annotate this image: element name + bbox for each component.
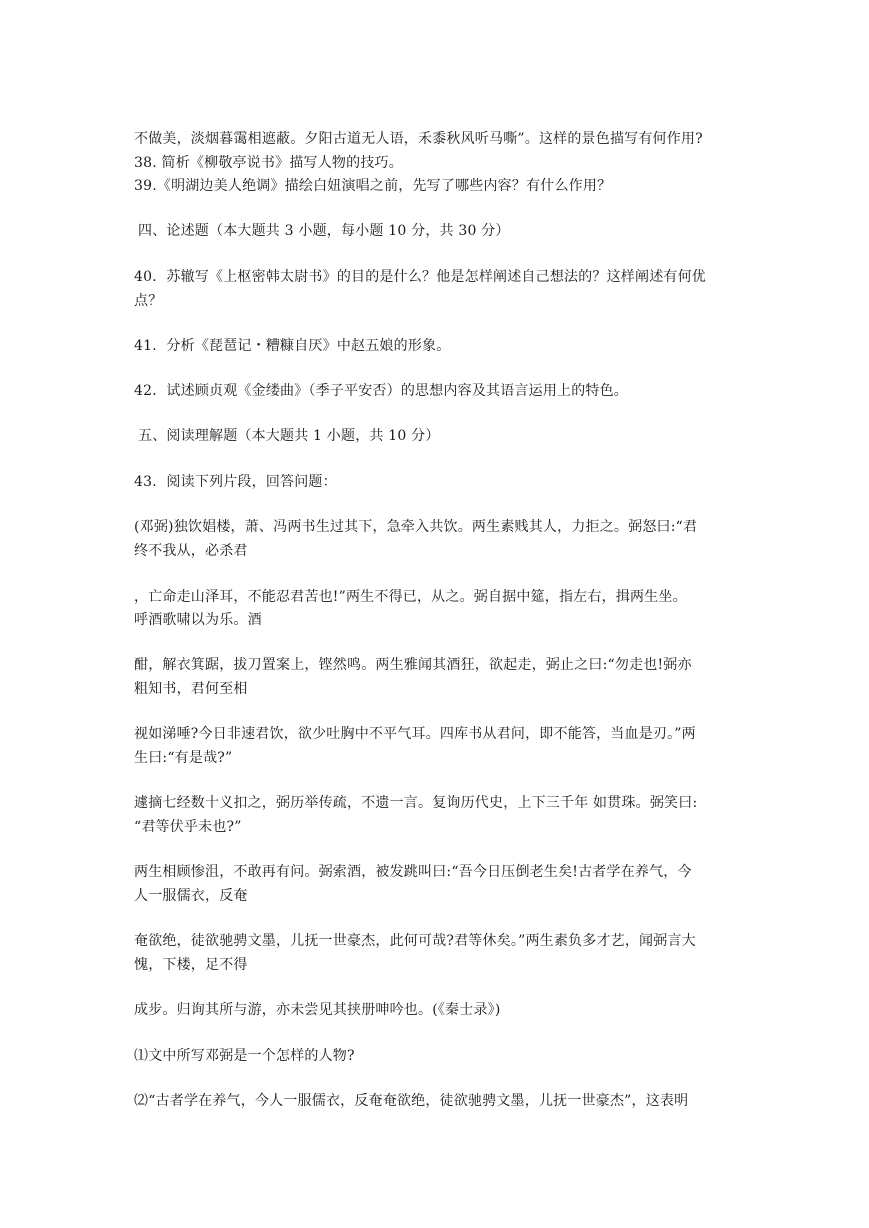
passage-line: 生曰:“有是哉?” — [134, 750, 233, 766]
question-39: 39.《明湖边美人绝调》描绘白妞演唱之前，先写了哪些内容？有什么作用？ — [134, 178, 612, 194]
passage-line: 呼酒歌啸以为乐。酒 — [134, 612, 262, 628]
text-line: 不做美，淡烟暮霭相遮蔽。夕阳古道无人语，禾黍秋风听马嘶”。这样的景色描写有何作用? — [134, 131, 703, 147]
question-43: 43．阅读下列片段，回答问题： — [134, 474, 337, 490]
passage-line: 两生相顾惨沮，不敢再有问。弼索酒，被发跳叫曰:“吾今日压倒老生矣!古者学在养气，今 — [134, 864, 692, 880]
passage-line: 终不我从，必杀君 — [134, 543, 248, 559]
passage-line: 视如涕唾?今日非速君饮，欲少吐胸中不平气耳。四库书从君问，即不能答，当血是刃。”两 — [134, 726, 696, 742]
passage-line: ，亡命走山泽耳，不能忍君苦也!”两生不得已，从之。弼自据中筵，指左右，揖两生坐。 — [134, 589, 687, 605]
passage-line: (邓弼)独饮娼楼，萧、冯两书生过其下，急牵入共饮。两生素贱其人，力拒之。弼怒曰:“君 — [134, 519, 698, 535]
question-41: 41．分析《琵琶记・糟糠自厌》中赵五娘的形象。 — [134, 338, 451, 354]
passage-line: 酣，解衣箕踞，拔刀置案上，铿然鸣。两生雅闻其酒狂，欲起走，弼止之曰:“勿走也!弼亦 — [134, 657, 692, 673]
question-42: 42．试述顾贞观《金缕曲》（季子平安否）的思想内容及其语言运用上的特色。 — [134, 383, 629, 399]
question-40: 40．苏辙写《上枢密韩太尉书》的目的是什么？他是怎样阐述自己想法的？这样阐述有何优 — [134, 269, 707, 285]
section-heading-reading: 五、阅读理解题（本大题共 1 小题，共 10 分） — [138, 428, 440, 444]
passage-source-line: 成步。归询其所与游，亦未尝见其挟册呻吟也。(《秦士录》) — [134, 1002, 501, 1018]
passage-line: 人一服儒衣，反奄 — [134, 888, 248, 904]
question-38: 38. 简析《柳敬亭说书》描写人物的技巧。 — [134, 155, 403, 171]
passage-line: 奄欲绝，徒欲驰骋文墨，儿抚一世豪杰，此何可哉?君等休矣。”两生素负多才艺，闻弼言大 — [134, 933, 696, 949]
question-40-continued: 点？ — [134, 293, 163, 309]
passage-line: 愧，下楼，足不得 — [134, 957, 248, 973]
sub-question-1: ⑴文中所写邓弼是一个怎样的人物? — [134, 1048, 355, 1064]
passage-line: 粗知书，君何至相 — [134, 681, 248, 697]
passage-line: 遽摘七经数十义扣之，弼历举传疏，不遗一言。复询历代史，上下三千年 如贯珠。弼笑曰: — [134, 795, 698, 811]
passage-line: “君等伏乎未也?” — [134, 819, 242, 835]
section-heading-essay: 四、论述题（本大题共 3 小题，每小题 10 分，共 30 分） — [138, 223, 510, 239]
sub-question-2: ⑵“古者学在养气，今人一服儒衣，反奄奄欲绝，徒欲驰骋文墨，儿抚一世豪杰”，这表明 — [134, 1093, 689, 1109]
